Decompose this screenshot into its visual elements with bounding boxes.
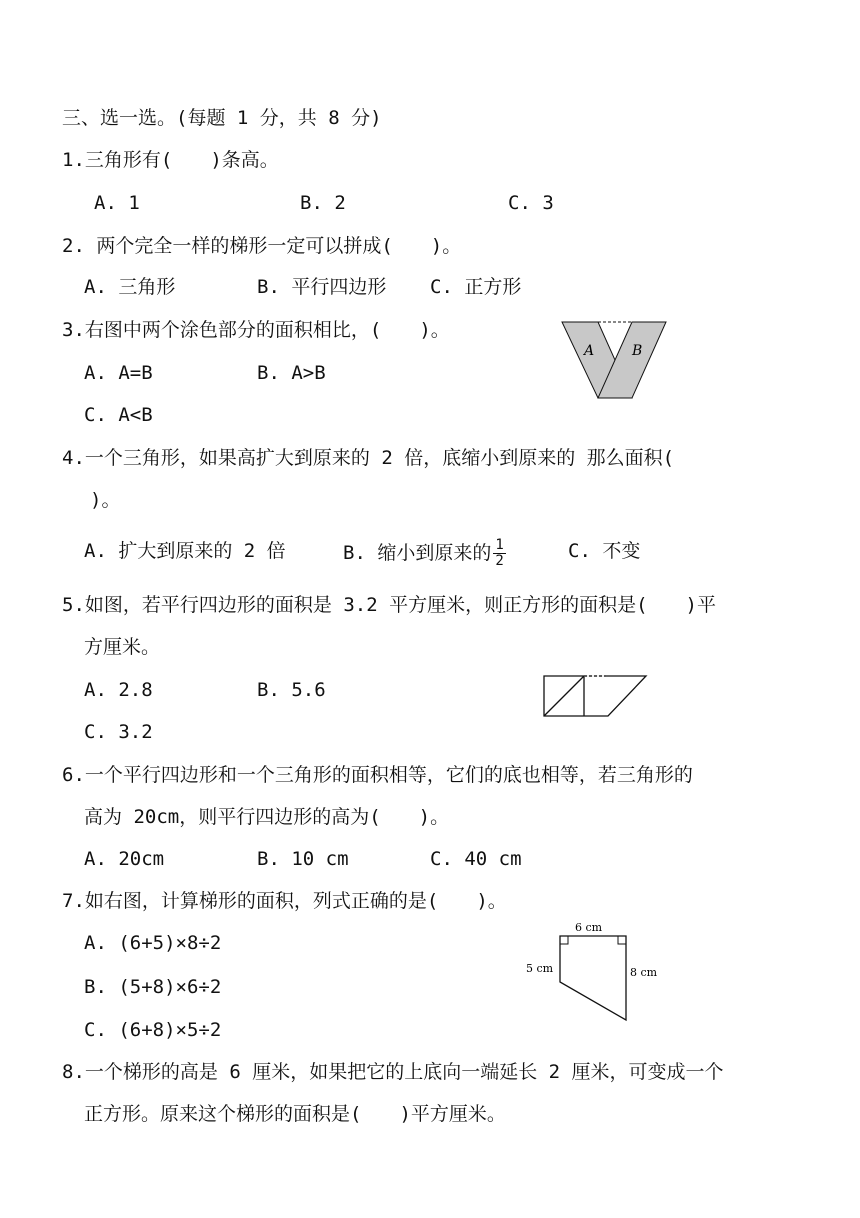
fraction-denominator: 2: [495, 553, 504, 569]
right-angle-mark-left: [560, 936, 568, 944]
label-a: A: [584, 343, 595, 359]
label-b: B: [632, 343, 643, 359]
question-6-option-b: B. 10 cm: [257, 848, 349, 870]
question-4-option-c: C. 不变: [568, 540, 641, 562]
question-3-figure: [556, 315, 672, 401]
section-title: 三、选一选。(每题 1 分，共 8 分): [62, 107, 382, 129]
question-2-option-b: B. 平行四边形: [257, 276, 387, 298]
question-1-stem: 1.三角形有( )条高。: [62, 149, 279, 171]
question-1-option-a: A. 1: [94, 192, 140, 214]
question-1-option-c: C. 3: [508, 192, 554, 214]
right-angle-mark-right: [618, 936, 626, 944]
question-3-stem: 3.右图中两个涂色部分的面积相比，( )。: [62, 319, 450, 341]
question-4-stem-line1: 4.一个三角形，如果高扩大到原来的 2 倍，底缩小到原来的 那么面积(: [62, 447, 675, 469]
right-length-label: 8 cm: [630, 966, 658, 979]
question-4-option-b-text: B. 缩小到原来的: [343, 542, 492, 564]
question-6-stem-line2: 高为 20cm，则平行四边形的高为( )。: [84, 806, 450, 828]
question-8-stem-line2: 正方形。原来这个梯形的面积是( )平方厘米。: [84, 1103, 506, 1125]
question-2-stem: 2. 两个完全一样的梯形一定可以拼成( )。: [62, 235, 462, 257]
question-5-option-c: C. 3.2: [84, 721, 153, 743]
question-3-option-a: A. A=B: [84, 362, 153, 384]
question-7-option-a: A. (6+5)×8÷2: [84, 932, 222, 954]
left-length-label: 5 cm: [526, 962, 554, 975]
question-4-option-b: [343, 538, 506, 569]
question-6-stem-line1: 6.一个平行四边形和一个三角形的面积相等，它们的底也相等，若三角形的: [62, 764, 693, 786]
question-7-option-c: C. (6+8)×5÷2: [84, 1019, 222, 1041]
question-3-option-c: C. A<B: [84, 404, 153, 426]
question-4-stem-line2: )。: [90, 489, 121, 511]
question-7-option-b: B. (5+8)×6÷2: [84, 976, 222, 998]
trapezoid: [560, 936, 626, 1020]
question-5-stem-line1: 5.如图，若平行四边形的面积是 3.2 平方厘米，则正方形的面积是( )平: [62, 594, 716, 616]
question-5-option-b: B. 5.6: [257, 679, 326, 701]
question-5-option-a: A. 2.8: [84, 679, 153, 701]
question-4-option-a: A. 扩大到原来的 2 倍: [84, 540, 286, 562]
question-8-stem-line1: 8.一个梯形的高是 6 厘米，如果把它的上底向一端延长 2 厘米，可变成一个: [62, 1061, 724, 1083]
question-6-option-c: C. 40 cm: [430, 848, 522, 870]
question-7-figure: [522, 918, 664, 1024]
question-2-option-a: A. 三角形: [84, 276, 176, 298]
question-1-option-b: B. 2: [300, 192, 346, 214]
question-5-stem-line2: 方厘米。: [84, 636, 161, 658]
question-7-stem: 7.如右图，计算梯形的面积，列式正确的是( )。: [62, 890, 507, 912]
question-5-figure: [540, 672, 652, 720]
question-2-option-c: C. 正方形: [430, 276, 522, 298]
top-length-label: 6 cm: [575, 921, 603, 934]
square-diagonal: [544, 676, 584, 716]
parallelogram: [544, 676, 646, 716]
fraction-one-half: [493, 538, 505, 569]
question-3-option-b: B. A>B: [257, 362, 326, 384]
question-6-option-a: A. 20cm: [84, 848, 165, 870]
fraction-numerator: 1: [495, 537, 504, 553]
